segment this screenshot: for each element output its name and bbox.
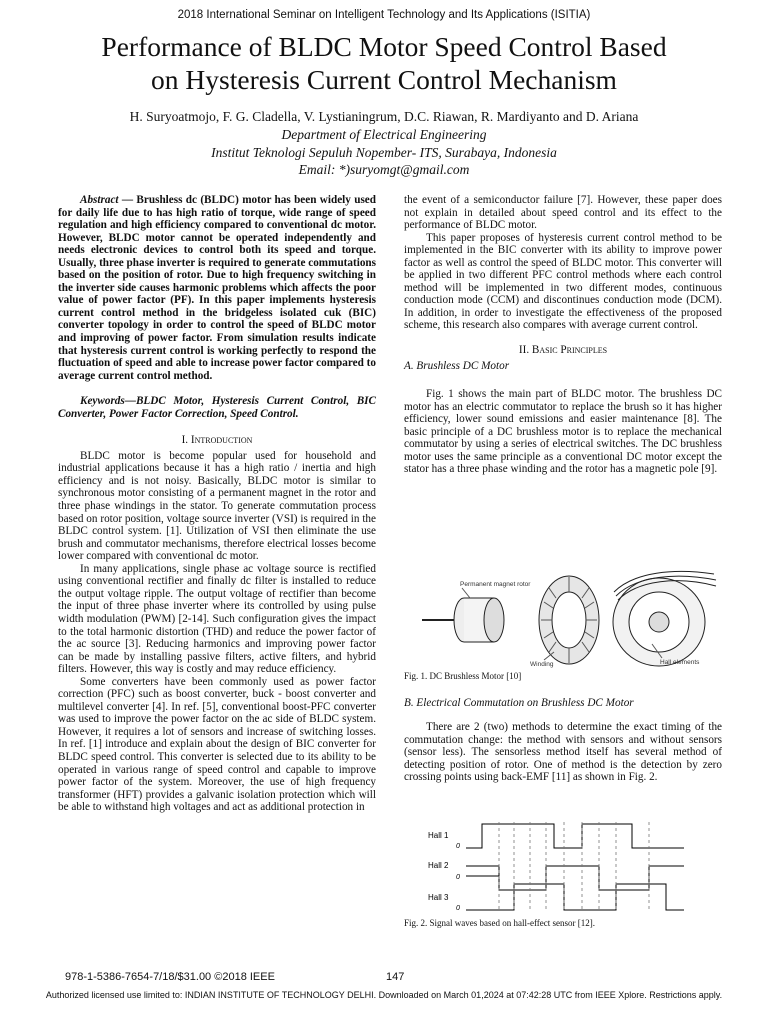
paper-title — [20, 30, 748, 96]
right-paragraph-1: the event of a semiconductor failure [7]. However, these paper does not explain in detailed about speed control and its effect to the performance of BLDC motor. — [404, 194, 722, 232]
intro-paragraph-2: In many applications, single phase ac voltage source is rectified using conventional rectifier and finally dc filter is installed to reduce the output voltage ripple. The output voltage of rectifier than become the input of three phase inverter where its controlled by using pulse width modulation (PWM) [2-14]. Such configuration gives the impact to the total harmonic distortion (THD) and reduce the power factor of the ac source [3]. Reducing harmonics and improving power factor can be made by installing passive filters, active filters, and hybrid filters. However, this way is costly and may reduce efficiency. — [58, 562, 376, 676]
hall-2-zero: 0 — [456, 874, 460, 881]
isbn-footer: 978-1-5386-7654-7/18/$31.00 ©2018 IEEE — [65, 971, 275, 983]
abstract-text: — Brushless dc (BLDC) motor has been widely used for daily life due to has high ratio of torque, wide range of speed regulation and high efficiency compared to conventional dc motor. However, BLDC motor cannot be operated independently and needs electronic devices to control both its speed and torque. Usually, three phase inverter is required to generate commutations based on the position of rotor. Due to high frequency switching in the inverter side causes harmonic problems which affects the poor value of power factor (PF). In this paper implements hysteresis current control method in the bridgeless isolated cuk (BIC) converter topology in order to control the speed of BLDC motor and improving of power factor. From simulation results indicate that hysteresis current control is working perfectly to respond the fluctuation of speed and able to increase power factor compared to average current control method. — [58, 194, 376, 382]
license-notice: Authorized licensed use limited to: INDIAN INSTITUTE OF TECHNOLOGY DELHI. Downloaded on March 01,2024 at 07:42:28 UTC from IEEE Xplore. Restrictions apply. — [45, 990, 723, 1000]
right-column-lower — [404, 670, 722, 784]
figure-1-caption: Fig. 1. DC Brushless Motor [10] — [404, 671, 522, 681]
abstract-label: Abstract — [80, 194, 119, 206]
intro-heading: I. Introduction — [181, 434, 253, 447]
right-paragraph-2: This paper proposes of hysteresis current control method to be implemented in the BIC converter with its ability to improve power factor as well as control the speed of BLDC motor. This converter will be applied in two different PFC control methods where each control method will be implemented in two different modes, continuous conduction mode (CCM) and discontinues conduction mode (DCM). In addition, in order to investigate the effectiveness of the proposed scheme, this research also compares with average current control. — [404, 231, 722, 332]
left-column — [58, 194, 376, 814]
right-column — [404, 194, 722, 476]
email: Email: *)suryomgt@gmail.com — [298, 162, 470, 177]
conference-header: 2018 International Seminar on Intelligent Technology and Its Applications (ISITIA) — [177, 9, 591, 21]
figure-1-motor-illustration — [404, 568, 722, 668]
title-line-1: Performance of BLDC Motor Speed Control Based — [101, 31, 667, 62]
page-number: 147 — [386, 971, 405, 983]
right-paragraph-4: There are 2 (two) methods to determine the exact timing of the commutation change: the method with sensors and without sensors (sensor less). The sensorless method itself has several method of detecting position of rotor. One of method is the detection by zero crossing points using back-EMF [11] as shown in Fig. 2. — [404, 721, 722, 784]
subsection-b-heading: B. Electrical Commutation on Brushless DC Motor — [404, 696, 634, 709]
basic-principles-heading: II. Basic Principles — [518, 344, 608, 357]
hall-2-label: Hall 2 — [428, 861, 449, 870]
title-line-2: on Hysteresis Current Control Mechanism — [151, 64, 617, 95]
hall-3-zero: 0 — [456, 905, 460, 912]
figure-2-caption: Fig. 2. Signal waves based on hall-effect sensor [12]. — [404, 918, 596, 928]
figure-2-hall-signals — [404, 818, 722, 914]
fig1-label-magnet: Permanent magnet rotor — [460, 581, 531, 588]
intro-paragraph-1: BLDC motor is become popular used for household and industrial applications because it has a high ratio / inertia and high efficiency and is not noisy. Basically, BLDC motor is similar to synchronous motor consisting of a permanent magnet in the rotor and three phase windings in the stator. To generate commutation process based on rotor position, voltage source inverter (VSI) is required in the BLDC control system. [1]. Utilization of VSI then eliminate the use brush and commutator mechanisms, therefore electrical losses become lower compared with conventional dc motor. — [58, 449, 376, 563]
department: Department of Electrical Engineering — [281, 127, 487, 142]
fig1-label-hall: Hall elements — [660, 659, 700, 666]
figure-2-caption-wrap — [404, 917, 722, 930]
hall-1-label: Hall 1 — [428, 831, 449, 840]
institute: Institut Teknologi Sepuluh Nopember- ITS, Surabaya, Indonesia — [211, 145, 557, 160]
hall-1-zero: 0 — [456, 843, 460, 850]
author-list: H. Suryoatmojo, F. G. Cladella, V. Lystianingrum, D.C. Riawan, R. Mardiyanto and D. Ariana — [129, 109, 639, 124]
hall-3-label: Hall 3 — [428, 893, 449, 902]
abstract — [58, 194, 376, 382]
right-paragraph-3: Fig. 1 shows the main part of BLDC motor. The brushless DC motor has an electric commutator to replace the brush so it has higher efficiency, lower sound emissions and easier maintenance [8]. The basic principle of a DC brushless motor is to replace the mechanical commutator by using a series of electrical switches. The DC brushless motor uses the same principle as a conventional DC motor except the stator has a three phase winding and the rotor has a magnetic pole [9]. — [404, 388, 722, 476]
intro-paragraph-3: Some converters have been commonly used as power factor correction (PFC) such as boost converter, buck - boost converter and multilevel converter [4]. In ref. [5], conventional boost-PFC converter was used to improve the power factor on the ac side of BLDC system. However, it requires a lot of sensors and increase of switching losses. In ref. [1] introduce and explain about the design of BIC converter for BLDC speed control. This converter is selected due to its ability to be operated in various range of speed control and capable to improve power factor of the system. Moreover, the use of high frequency transformer (HFT) provides a galvanic isolation protection which will be able to withstand high voltages and act as additional protection in — [58, 675, 376, 814]
keywords — [58, 395, 376, 420]
fig1-label-winding: Winding — [530, 661, 554, 668]
keywords-label: Keywords — [80, 395, 125, 408]
keywords-text: —BLDC Motor, Hysteresis Current Control, BIC Converter, Power Factor Correction, Speed Control. — [58, 395, 376, 420]
subsection-a-heading: A. Brushless DC Motor — [404, 359, 510, 372]
